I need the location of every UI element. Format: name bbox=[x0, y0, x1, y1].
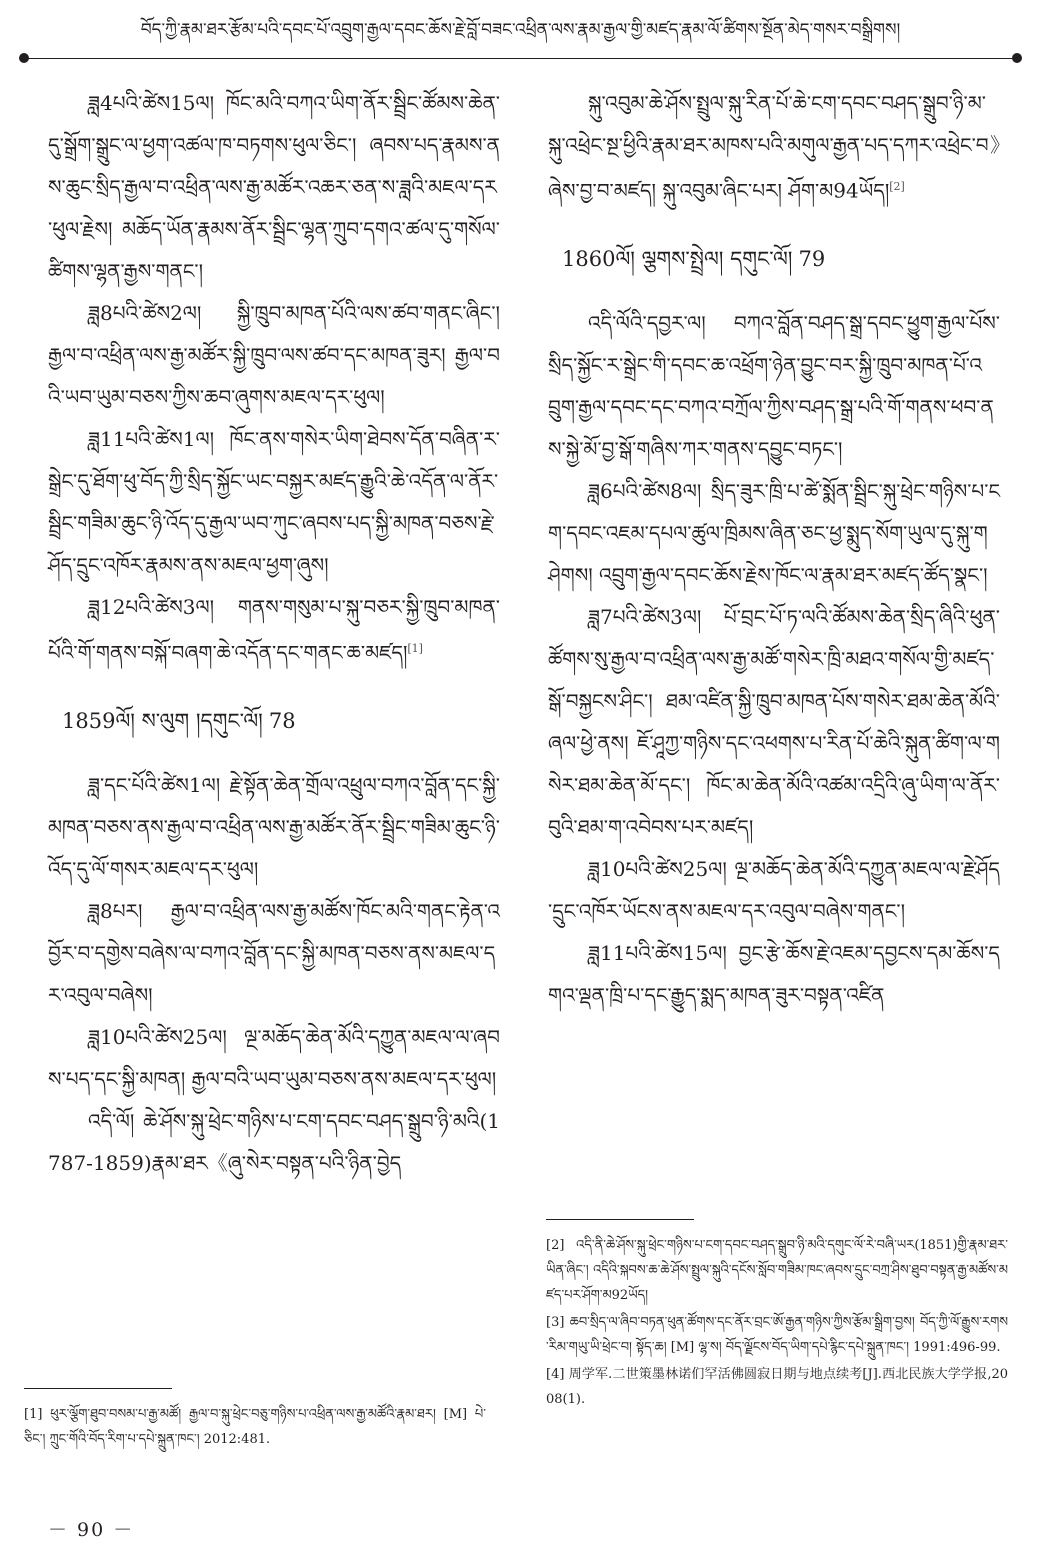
running-head: བོད་ཀྱི་རྣམ་ཐར་རྩོམ་པའི་དབང་པོ་འབྲུག་རྒྱལ་དབང་ཆོས་རྗེ་བློ་བཟང་འཕྲིན་ལས་རྣམ་རྒྱལ་གྱི་མཛད་རྣམ་ལོ་ཚིགས་སྔོན་མེད་གསར་བསྒྲིགས། bbox=[140, 20, 901, 40]
section-heading bbox=[48, 700, 500, 742]
footnotes-right bbox=[546, 1233, 1008, 1414]
paragraph: འདི་ལོའི་དབྱར་ལ། བཀའ་བློན་བཤད་སྒྲ་དབང་ཕྱུག་རྒྱལ་པོས་སྲིད་སྐྱོང་ར་སྒྲེང་གི་དབང་ཆ་འཕྲོག་ཉེན་བྱུང་བར་སྐྱི་ཁྲུབ་མཁན་པོ་འབྲུག་རྒྱལ་དབང་དང་བཀའ་བཀྲོལ་ཀྱིས་བཤད་སྒྲ་པའི་གོ་གནས་ཕབ་ནས་སྐྱེ་མོ་བྱ་སྒོ་གཞིས་ཀར་གནས་དབྱུང་བཏང་། bbox=[548, 310, 1000, 461]
paragraph: ཟླ11པའི་ཚེས15ལ། བྱང་རྩེ་ཆོས་རྗེ་འཇམ་དབྱངས་དམ་ཆོས་དགའ་ལྡན་ཁྲི་པ་དང་རྒྱུད་སྨད་མཁན་ཟུར་བསྟན་འཛིན bbox=[548, 940, 1000, 1007]
paragraph: འདི་ལོ། ཆེ་ཤོས་སྐུ་ཕྲེང་གཉིས་པ་ངག་དབང་བཤད་སྒྲུབ་ཉི་མའི(1787-1859)རྣམ་ཐར《ཞུ་སེར་བསྟན་པའི་ཉིན་བྱེད bbox=[48, 1108, 500, 1175]
paragraph: ཟླ10པའི་ཚེས25ལ། ལྔ་མཆོད་ཆེན་མོའི་དཀྱུན་མཇལ་ལ་རྗེ་ཤོད་དྲུང་འཁོར་ཡོངས་ནས་མཇལ་དར་འབུལ་བཞེས་གནང་། bbox=[548, 856, 1000, 923]
paragraph: ཟླ11པའི་ཚེས1ལ། ཁོང་ནས་གསེར་ཡིག་ཐེབས་དོན་བཞིན་ར་སྒྲེང་དུ་ཐོག་ཕུ་བོད་ཀྱི་སྲིད་སྐྱོང་ཡང་བསྐྱར་མཛད་རྒྱུའི་ཆེ་འདོན་ལ་ནོར་སྦྲིང་གཟིམ་ཆུང་ཉི་འོད་དུ་རྒྱལ་ཡབ་ཀུང་ཞབས་པད་སྐྱི་མཁན་བཅས་རྗེ་ཤོད་དྲུང་འཁོར་རྣམས་ནས་མཇལ་ཕྱག་ཞུས། bbox=[48, 427, 500, 577]
left-column bbox=[48, 82, 500, 1184]
page-number: － 90 － bbox=[48, 1519, 135, 1541]
paragraph: ཟླ10པའི་ཚེས25ལ། ལྔ་མཆོད་ཆེན་མོའི་དཀྱུན་མཇལ་ལ་ཞབས་པད་དང་སྐྱི་མཁན། རྒྱལ་བའི་ཡབ་ཡུམ་བཅས་ནས་མཇལ་དར་ཕུལ། bbox=[48, 1024, 500, 1091]
paragraph-text: སྐུ་འབུམ་ཆེ་ཤོས་སྤྲུལ་སྐུ་རིན་པོ་ཆེ་ངག་དབང་བཤད་སྒྲུབ་ཉི་མ་སྐུ་འཕྲེང་སྔ་ཕྱིའི་རྣམ་ཐར་མཁས་པའི་མགུལ་རྒྱན་པད་དཀར་འཕྲེང་བ》ཞེས་བྱ་བ་མཛད། སྐུ་འབུམ་ཞིང་པར། ཤོག་མ94ཡོད། bbox=[548, 91, 1000, 203]
footnote: [2] འདི་ནི་ཆེ་ཤོས་སྐུ་ཕྲེང་གཉིས་པ་ངག་དབང་བཤད་སྒྲུབ་ཉི་མའི་དགུང་ལོ་རེ་བཞི་ཡར(1851)གྱི་རྣམ་ཐར་ཡིན་ཞིང་། འདིའི་སྐབས་ཆ་ཆེ་ཤོས་སྤྲུལ་སྐུའི་དངོས་སློབ་གཟིམ་ཁང་ཞབས་དྲུང་བཀྲ་ཤིས་ཐུབ་བསྟན་རྒྱ་མཚོས་མཛད་པར་ཤོག་མ92ཡོད། bbox=[546, 1238, 1008, 1303]
paragraph: ཟླ7པའི་ཚེས3ལ། པོ་བྲང་པོ་ཏ་ལའི་ཚོམས་ཆེན་སྲིད་ཞིའི་ཕུན་ཚོགས་སུ་རྒྱལ་བ་འཕྲིན་ལས་རྒྱ་མཚོ་གསེར་ཁྲི་མཐའ་གསོལ་གྱི་མཛད་སྒོ་བསྐྱངས་ཤིང་། ཐམ་འཛིན་སྐྱི་ཁྲུབ་མཁན་པོས་གསེར་ཐམ་ཆེན་མོའི་ཞལ་ཕྱེ་ནས། ཇོ་ཤཱཀྱ་གཉིས་དང་འཕགས་པ་རིན་པོ་ཆེའི་སྐུན་ཚིག་ལ་གསེར་ཐམ་ཆེན་མོ་དང་། ཁོང་མ་ཆེན་མོའི་འཚམ་འདྲིའི་ཞུ་ཡིག་ལ་ནོར་བུའི་ཐམ་ག་འབེབས་པར་མཛད། bbox=[548, 604, 1000, 839]
paragraph-text: ཟླ12པའི་ཚེས3ལ། གནས་གསུམ་པ་སྐུ་བཅར་སྐྱི་ཁྲུབ་མཁན་པོའི་གོ་གནས་བསྐོ་བཞག་ཆེ་འདོན་དང་གནང་ཆ་མཛད། bbox=[48, 595, 500, 665]
paragraph: ཟླ8པའི་ཚེས2ལ། སྐྱི་ཁྲུབ་མཁན་པོའི་ལས་ཚབ་གནང་ཞིང་། རྒྱལ་བ་འཕྲིན་ལས་རྒྱ་མཚོར་སྐྱི་ཁྲུབ་ལས་ཚབ་དང་མཁན་ཟུར། རྒྱལ་བའི་ཡབ་ཡུམ་བཅས་ཀྱིས་ཆབ་ཞུགས་མཇལ་དར་ཕུལ། bbox=[48, 301, 500, 409]
footnote-ref[interactable]: [1] bbox=[407, 642, 423, 655]
footnote: [3] ཆབ་སྲིད་ལ་ཞིབ་བཏན་ཕུན་ཚོགས་དང་ནོར་བྲང་ཨོ་རྒྱན་གཉིས་ཀྱིས་རྩོམ་སྒྲིག་བྱས། བོད་ཀྱི་ལོ་རྒྱུས་རགས་རིམ་གཡུ་ཡི་ཕྲེང་བ། སྟོད་ཆ། [M] ལྷ་ས། བོད་ལྗོངས་བོད་ཡིག་དཔེ་རྙིང་དཔེ་སྐྲུན་ཁང་། 1991:496-99. bbox=[546, 1315, 1008, 1355]
paragraph: ཟླ4པའི་ཚེས15ལ། ཁོང་མའི་བཀའ་ཡིག་ནོར་སྦྲིང་ཚོམས་ཆེན་དུ་སྒྲོག་སྒྲུང་ལ་ཕྱག་འཚལ་ཁ་བཏགས་ཕུལ་ཅིང་། ཞབས་པད་རྣམས་ནས་ཆུང་སྲིད་རྒྱལ་བ་འཕྲིན་ལས་རྒྱ་མཚོར་འཆར་ཅན་ས་ཟླའི་མཇལ་དར་ཕུལ་རྗེས། མཆོད་ཡོན་རྣམས་ནོར་སྦྲིང་ལྷན་ཀྲུབ་དགའ་ཚལ་དུ་གསོལ་ཚིགས་ལྷན་རྒྱས་གནང་། bbox=[48, 91, 500, 283]
footnote: [4] 周学军.二世策墨林诺们罕活佛圆寂日期与地点续考[J].西北民族大学学报,2008(1). bbox=[546, 1367, 1008, 1407]
section-year: 1859ལོ། ས་ལུག །དགུང་ལོ། bbox=[62, 708, 263, 733]
footnotes-left bbox=[24, 1402, 486, 1454]
footnote-rule bbox=[24, 1388, 172, 1389]
footnote-rule bbox=[546, 1219, 694, 1220]
rule-dot-right bbox=[1012, 53, 1022, 63]
section-year: 1860ལོ། ལྕགས་སྤྲེལ། དགུང་ལོ། bbox=[562, 246, 793, 271]
footnote: [1] ཕུར་ལྕོག་ཐུབ་བསམ་པ་རྒྱ་མཚོ། རྒྱལ་བ་སྐུ་ཕྲེང་བཅུ་གཉིས་པ་འཕྲིན་ལས་རྒྱ་མཚོའི་རྣམ་ཐར། [M] པེ་ཅིང་། ཀྲུང་གོའི་བོད་རིག་པ་དཔེ་སྐྲུན་ཁང་། 2012:481. bbox=[24, 1407, 486, 1447]
paragraph bbox=[548, 82, 1000, 212]
paragraph: ཟླ་དང་པོའི་ཚེས1ལ། རྗེ་སྟོན་ཆེན་གྲོལ་འཕྲུལ་བཀའ་བློན་དང་སྐྱི་མཁན་བཅས་ནས་རྒྱལ་བ་འཕྲིན་ལས་རྒྱ་མཚོར་ནོར་སྦྲིང་གཟིམ་ཆུང་ཉི་འོད་དུ་ལོ་གསར་མཇལ་དར་ཕུལ། bbox=[48, 772, 500, 881]
paragraph: ཟླ8པར། རྒྱལ་བ་འཕྲིན་ལས་རྒྱ་མཚོས་ཁོང་མའི་གནང་རྟེན་འབྱོར་བ་དགྱེས་བཞེས་ལ་བཀའ་བློན་དང་སྐྱི་མཁན་བཅས་ནས་མཇལ་དར་འབུལ་བཞེས། bbox=[48, 898, 500, 1007]
header-rule bbox=[24, 58, 1017, 59]
right-column bbox=[548, 82, 1000, 1016]
section-age: 78 bbox=[268, 708, 296, 733]
footnote-ref[interactable]: [2] bbox=[889, 180, 905, 193]
section-heading bbox=[548, 238, 1000, 280]
paragraph bbox=[48, 586, 500, 674]
paragraph: ཟླ6པའི་ཚེས8ལ། སྲིད་ཟུར་ཁྲི་པ་ཚེ་སྨོན་སྦྲིང་སྐུ་ཕྲེང་གཉིས་པ་ངག་དབང་འཇམ་དཔལ་ཚུལ་ཁྲིམས་ཞིན་ཅང་ཕྱ་སྨུད་སོག་ཡུལ་དུ་སྐུ་གཤེགས། འབྲུག་རྒྱལ་དབང་ཆོས་རྗེས་ཁོང་ལ་རྣམ་ཐར་མཛད་ཚོད་སྣང་། bbox=[548, 478, 1000, 587]
section-age: 79 bbox=[798, 246, 826, 271]
